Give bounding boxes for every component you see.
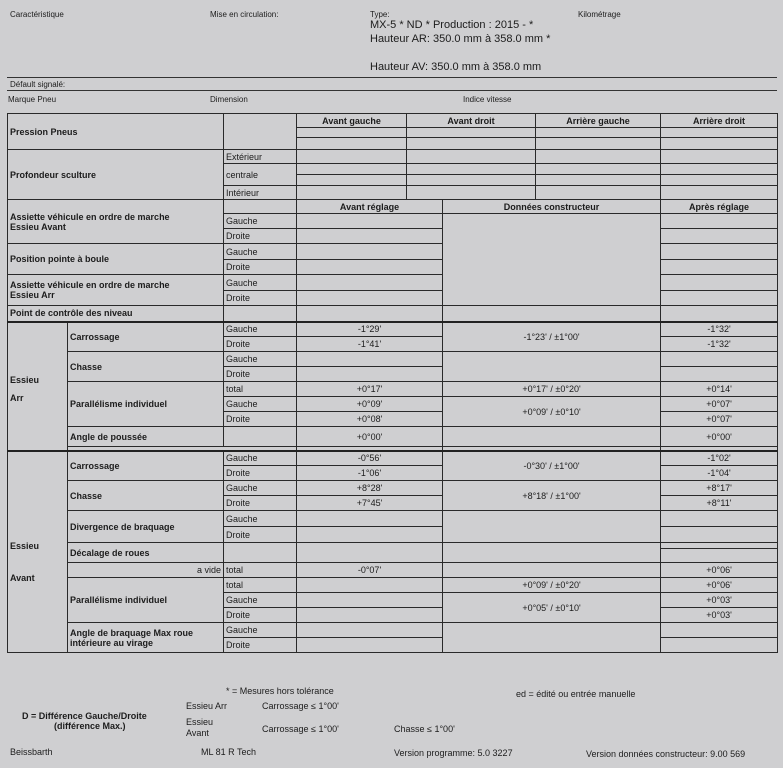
front-par-spec-indiv: +0°05' / ±0°10': [443, 593, 661, 623]
version-donnees: Version données constructeur: 9.00 569: [586, 749, 746, 759]
front-par-apres-vide: +0°06': [661, 563, 778, 578]
rear-par-spec-total: +0°17' / ±0°20': [443, 382, 661, 397]
front-par-apres-total: +0°06': [661, 578, 778, 593]
type-line-1: MX-5 * ND * Production : 2015 - *: [370, 19, 534, 31]
indice-vitesse-label: Indice vitesse: [463, 95, 512, 104]
front-chasse-spec: +8°18' / ±1°00': [443, 481, 661, 511]
point-controle-label: Point de contrôle des niveau: [8, 306, 224, 322]
d-difference-label: D = Différence Gauche/Droite: [22, 711, 147, 721]
edite-note: ed = édité ou entrée manuelle: [516, 689, 636, 699]
rear-par-avant-gauche: +0°09': [297, 397, 443, 412]
front-carrossage-apres-gauche: -1°02': [661, 451, 778, 466]
model-label: ML 81 R Tech: [201, 747, 257, 757]
assiette-avant-label: Assiette véhicule en ordre de marche Essieu Avant: [8, 200, 224, 244]
rear-carrossage-apres-gauche: -1°32': [661, 322, 778, 337]
side-interieur: Intérieur: [224, 186, 297, 200]
col-apres-reglage: Après réglage: [661, 200, 778, 214]
rear-parallelisme-label: Parallélisme individuel: [68, 382, 224, 427]
rear-par-apres-total: +0°14': [661, 382, 778, 397]
rear-carrossage-spec: -1°23' / ±1°00': [443, 322, 661, 352]
front-carrossage-spec: -0°30' / ±1°00': [443, 451, 661, 481]
front-carrossage-apres-droite: -1°04': [661, 466, 778, 481]
defaut-divider: [7, 90, 777, 91]
dimension-label: Dimension: [210, 95, 248, 104]
rear-poussee-label: Angle de poussée: [68, 427, 224, 447]
col-avant-droit: Avant droit: [407, 114, 536, 128]
essieu-arr-title: Essieu Arr: [8, 322, 68, 451]
rear-chasse-label: Chasse: [68, 352, 224, 382]
front-parallelisme-label: Parallélisme individuel: [68, 578, 224, 623]
front-chasse-avant-droite: +7°45': [297, 496, 443, 511]
col-arriere-gauche: Arrière gauche: [536, 114, 661, 128]
rear-par-spec-indiv: +0°09' / ±0°10': [443, 397, 661, 427]
rear-par-apres-droite: +0°07': [661, 412, 778, 427]
side-centrale: centrale: [224, 164, 297, 186]
footer-carrossage-arr: Carrossage ≤ 1°00': [262, 701, 339, 711]
rear-carrossage-apres-droite: -1°32': [661, 337, 778, 352]
version-programme: Version programme: 5.0 3227: [394, 748, 513, 758]
col-avant-reglage: Avant réglage: [297, 200, 443, 214]
front-chasse-apres-gauche: +8°17': [661, 481, 778, 496]
rear-poussee-avant: +0°00': [297, 427, 443, 447]
rear-poussee-apres: +0°00': [661, 427, 778, 447]
front-decalage-label: Décalage de roues: [68, 543, 224, 563]
footer-essieu-av-1: Essieu: [186, 717, 214, 727]
type-label: Type:: [370, 10, 390, 19]
front-par-apres-droite: +0°03': [661, 608, 778, 623]
front-carrossage-label: Carrossage: [68, 451, 224, 481]
front-par-spec-total: +0°09' / ±0°20': [443, 578, 661, 593]
kilometrage-label: Kilométrage: [578, 10, 621, 19]
profondeur-sculture-label: Profondeur sculture: [8, 150, 224, 200]
footer-carrossage-av: Carrossage ≤ 1°00': [262, 724, 339, 734]
rear-carrossage-avant-gauche: -1°29': [297, 322, 443, 337]
d-difference-sub: (différence Max.): [54, 721, 126, 731]
front-chasse-apres-droite: +8°11': [661, 496, 778, 511]
rear-carrossage-label: Carrossage: [68, 322, 224, 352]
hors-tolerance-note: * = Mesures hors tolérance: [226, 686, 334, 696]
front-chasse-label: Chasse: [68, 481, 224, 511]
type-line-2: Hauteur AR: 350.0 mm à 358.0 mm *: [370, 33, 551, 45]
assiette-arr-label: Assiette véhicule en ordre de marche Essieu Arr: [8, 275, 224, 306]
front-divergence-label: Divergence de braquage: [68, 511, 224, 543]
rear-par-avant-total: +0°17': [297, 382, 443, 397]
side-exterieur: Extérieur: [224, 150, 297, 164]
caracteristique-label: Caractéristique: [10, 10, 64, 19]
marque-pneu-label: Marque Pneu: [8, 95, 57, 104]
alignment-table: Pression Pneus Avant gauche Avant droit Arrière gauche Arrière droit Profondeur sculture Extérieur centrale Intérieur Assiette véhicule en ordre de marche Essieu Avant Avant réglage Données constructeur Après réglage Gauche Droite Position pointe à boule Gauche Droite Assiette véhicule en ordre de marche Essieu Arr Gauche Droite Point de contrôle des niveau Essieu Arr Carrossage Gauche -1°29' -1°23' / ±1°00' -1°32' Droite -1°41' -1°32' Chasse Gauche Droite Parallélisme individuel total +0°17' +0°17' / ±0°20' +0°14' Gauche +0°09' +0°09' / ±0°10' +0°07' Droite +0°08' +0°07' Angle de poussée +0°00' +0°00' Essieu Avant Carrossage Gauche -0°56' -0°30' / ±1°00' -1°02' Droite -1°06' -1°04' Chasse Gauche +8°28' +8°18' / ±1°00' +8°17' Droite +7°45' +8°11' Divergence de braquage Gauche Droite Décalage de roues a vide total -0°07' +0°06' Parallélisme individuel total +0°09' / ±0°20' +0°06' Gauche +0°05' / ±0°10' +0°03' Droite +0°03' Angle de braquage Max roue intérieure au virage Gauche Droite: [7, 113, 778, 653]
pression-pneus-label: Pression Pneus: [8, 114, 224, 150]
defaut-label: Défault signalé:: [10, 80, 66, 89]
front-par-avant-vide: -0°07': [297, 563, 443, 578]
footer-chasse-av: Chasse ≤ 1°00': [394, 724, 455, 734]
rear-carrossage-avant-droite: -1°41': [297, 337, 443, 352]
front-a-vide-label: a vide: [68, 563, 224, 578]
header-divider: [7, 77, 777, 78]
front-par-apres-gauche: +0°03': [661, 593, 778, 608]
type-line-3: Hauteur AV: 350.0 mm à 358.0 mm: [370, 61, 542, 73]
rear-par-apres-gauche: +0°07': [661, 397, 778, 412]
footer-essieu-av-2: Avant: [186, 728, 209, 738]
front-carrossage-avant-droite: -1°06': [297, 466, 443, 481]
brand-label: Beissbarth: [10, 747, 53, 757]
col-arriere-droit: Arrière droit: [661, 114, 778, 128]
rear-par-avant-droite: +0°08': [297, 412, 443, 427]
front-chasse-avant-gauche: +8°28': [297, 481, 443, 496]
mise-en-circulation-label: Mise en circulation:: [210, 10, 279, 19]
front-braquage-label: Angle de braquage Max roue intérieure au virage: [68, 623, 224, 653]
position-pointe-label: Position pointe à boule: [8, 244, 224, 275]
col-donnees-constructeur: Données constructeur: [443, 200, 661, 214]
essieu-avant-title: Essieu Avant: [8, 451, 68, 653]
footer-essieu-arr: Essieu Arr: [186, 701, 228, 711]
col-avant-gauche: Avant gauche: [297, 114, 407, 128]
front-carrossage-avant-gauche: -0°56': [297, 451, 443, 466]
